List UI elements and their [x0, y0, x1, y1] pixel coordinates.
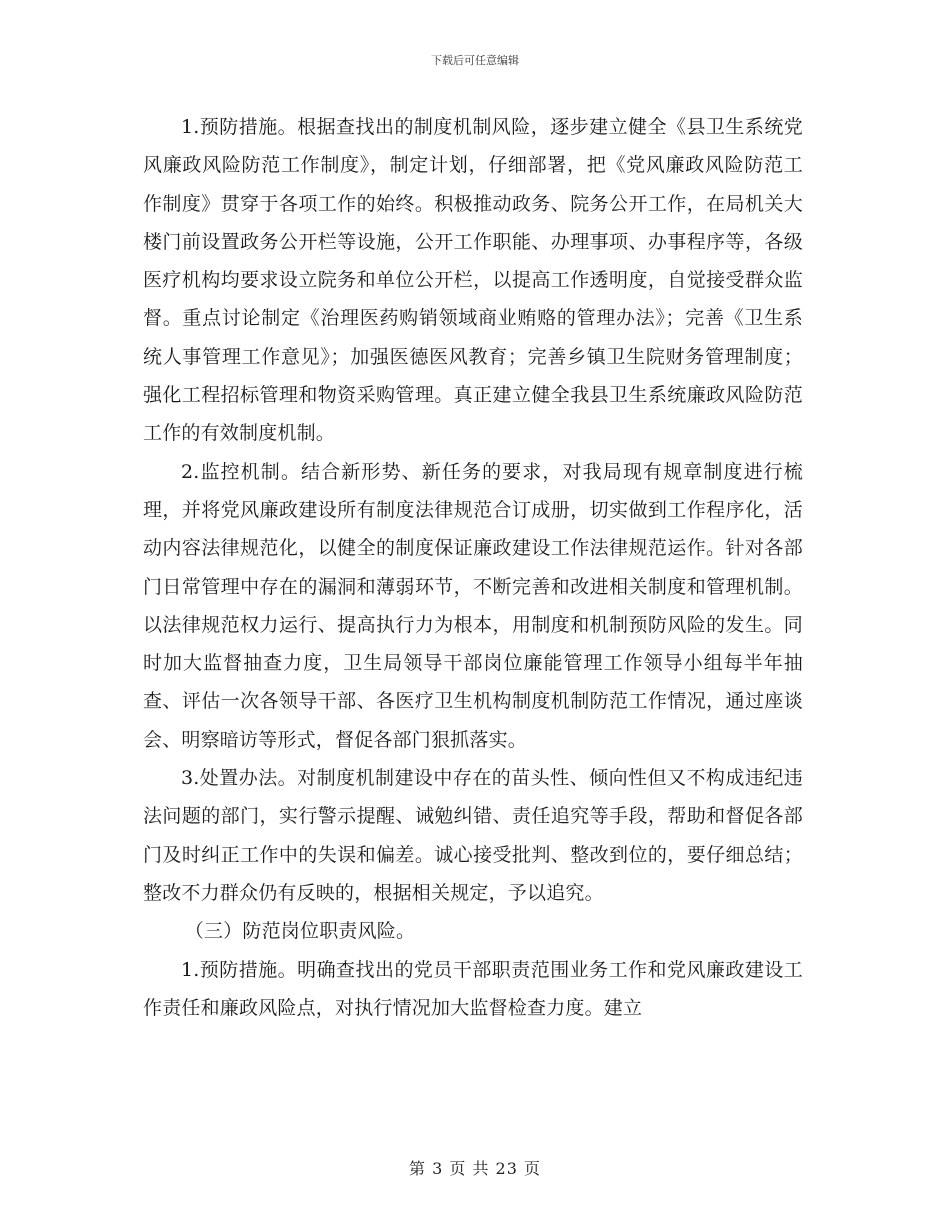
paragraph-prevention-measures: 1.预防措施。根据查找出的制度机制风险，逐步建立健全《县卫生系统党风廉政风险防范工作制度》，制定计划，仔细部署，把《党风廉政风险防范工作制度》贯穿于各项工作的始终。积极推动政务、院务公开工作，在局机关大楼门前设置政务公开栏等设施，公开工作职能、办理事项、办事程序等，各级医疗机构均要求设立院务和单位公开栏，以提高工作透明度，自觉接受群众监督。重点讨论制定《治理医药购销领域商业贿赂的管理办法》；完善《卫生系统人事管理工作意见》；加强医德医风教育；完善乡镇卫生院财务管理制度；强化工程招标管理和物资采购管理。真正建立健全我县卫生系统廉政风险防范工作的有效制度机制。 [143, 116, 803, 445]
page-header-note: 下载后可任意编辑 [431, 54, 519, 67]
paragraph-handling-methods: 3.处置办法。对制度机制建设中存在的苗头性、倾向性但又不构成违纪违法问题的部门，实行警示提醒、诫勉纠错、责任追究等手段，帮助和督促各部门及时纠正工作中的失误和偏差。诚心接受批判、整改到位的，要仔细总结；整改不力群众仍有反映的，根据相关规定，予以追究。 [143, 767, 803, 904]
page-number-footer: 第 3 页 共 23 页 [409, 1159, 541, 1178]
section-heading-job-duty-risk: （三）防范岗位职责风险。 [184, 920, 416, 943]
paragraph-monitoring-mechanism: 2.监控机制。结合新形势、新任务的要求，对我局现有规章制度进行梳理，并将党风廉政建设所有制度法律规范合订成册，切实做到工作程序化，活动内容法律规范化，以健全的制度保证廉政建设工作法律规范运作。针对各部门日常管理中存在的漏洞和薄弱环节，不断完善和改进相关制度和管理机制。以法律规范权力运行、提高执行力为根本，用制度和机制预防风险的发生。同时加大监督抽查力度，卫生局领导干部岗位廉能管理工作领导小组每半年抽查、评估一次各领导干部、各医疗卫生机构制度机制防范工作情况，通过座谈会、明察暗访等形式，督促各部门狠抓落实。 [143, 460, 803, 751]
document-body [143, 108, 803, 1027]
paragraph-job-duty-prevention: 1.预防措施。明确查找出的党员干部职责范围业务工作和党风廉政建设工作责任和廉政风险点，对执行情况加大监督检查力度。建立 [143, 958, 803, 1019]
